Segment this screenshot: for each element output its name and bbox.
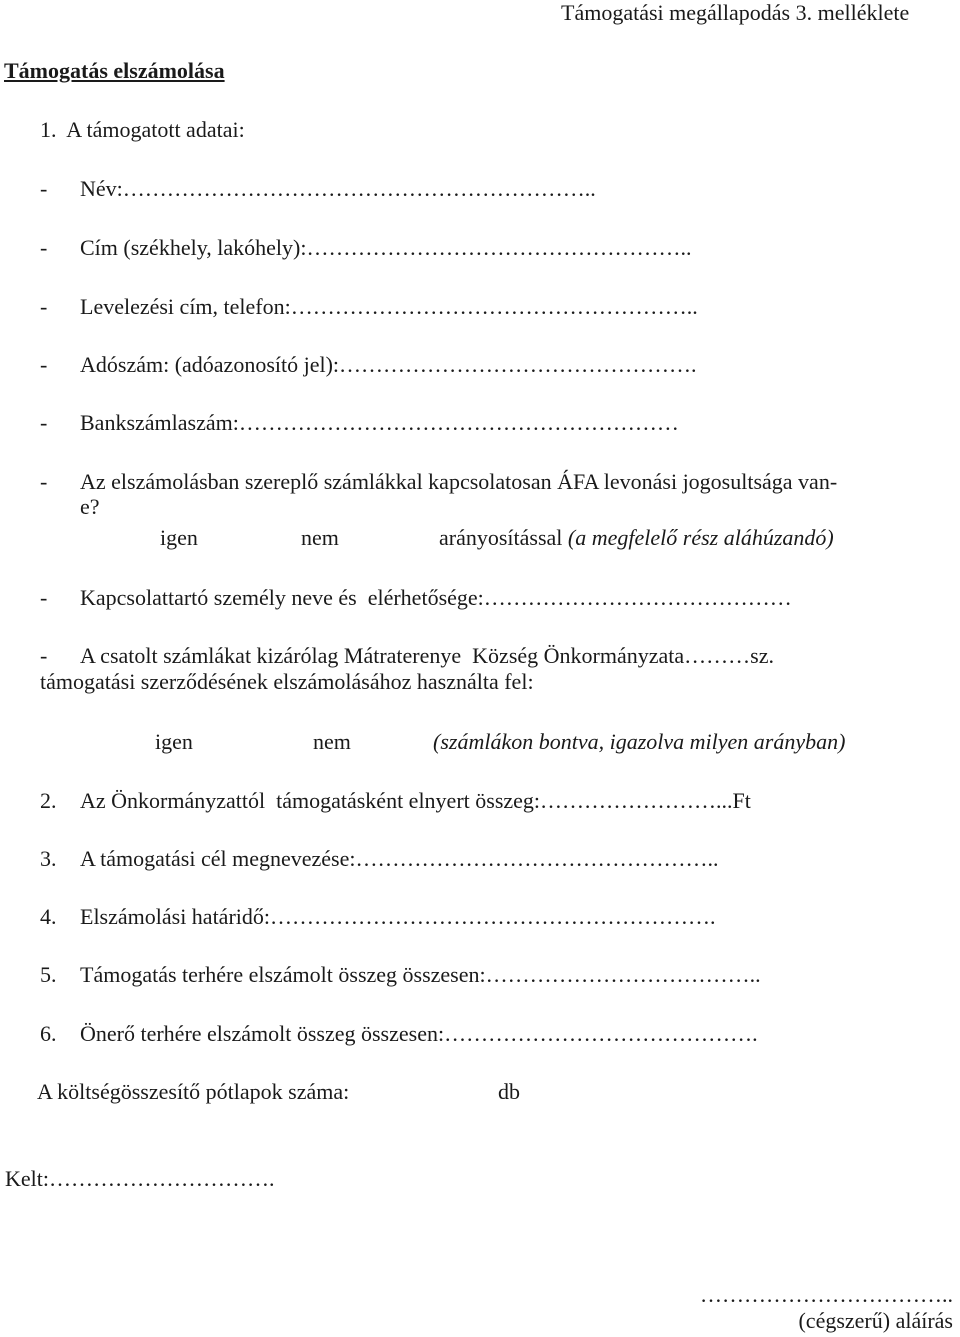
date-dots: …………………………. [49,1166,275,1191]
invoices-statement [40,643,774,668]
mailing-address-label: Levelezési cím, telefon: [80,294,291,319]
invoices-line1: A csatolt számlákat kizárólag Mátraterenye Község Önkormányzata………sz. [80,643,774,668]
item-3 [40,846,719,871]
item-text: Támogatás terhére elszámolt összeg összesen:……………………………….. [80,962,761,987]
contact-field [40,585,792,610]
name-field [40,176,596,201]
item-5 [40,962,761,987]
mailing-address-dots: ……………………………………………….. [290,294,698,319]
bank-account-dots: …………………………………………………… [238,410,679,435]
dash: - [40,410,48,435]
annex-reference: Támogatási megállapodás 3. melléklete [561,0,910,25]
address-label: Cím (székhely, lakóhely): [80,235,307,260]
item-text: A támogatási cél megnevezése:………………………………………….. [80,846,719,871]
item-4 [40,904,716,929]
signature-dots: …………………………….. [700,1282,953,1307]
supplement-sheets-unit: db [498,1079,520,1104]
date-label: Kelt: [5,1166,49,1191]
invoices-option-no: nem [313,729,351,754]
section-1-heading: 1. A támogatott adatai: [40,117,245,142]
address-field [40,235,692,260]
dash: - [40,643,48,668]
dash: - [40,585,48,610]
bank-account-field [40,410,679,435]
vat-option-proportional [439,527,834,549]
document-title: Támogatás elszámolása [4,58,225,83]
item-number: 6. [40,1021,57,1046]
mailing-address-field [40,294,698,319]
item-number: 2. [40,788,57,813]
vat-question [40,469,838,494]
tax-number-dots: …………………………………………. [339,352,697,377]
item-number: 3. [40,846,57,871]
contact-dots: …………………………………… [483,585,792,610]
dash: - [40,294,48,319]
vat-question-line1: Az elszámolásban szereplő számlákkal kapcsolatosan ÁFA levonási jogosultsága van- [80,469,838,494]
signature-label: (cégszerű) aláírás [798,1308,953,1333]
address-dots: …………………………………………….. [306,235,692,260]
vat-option-no: nem [301,525,339,550]
tax-number-field [40,352,697,377]
supplement-sheets-label: A költségösszesítő pótlapok száma: [37,1079,350,1104]
item-2 [40,788,751,813]
vat-question-line2: e? [80,494,100,519]
item-number: 4. [40,904,57,929]
invoices-line2: támogatási szerződésének elszámolásához használta fel: [40,669,534,694]
item-number: 5. [40,962,57,987]
item-text: Az Önkormányzattól támogatásként elnyert összeg:……………………...Ft [80,788,751,813]
item-6 [40,1021,758,1046]
name-dots: ……………………………………………………….. [122,176,596,201]
dash: - [40,235,48,260]
name-label: Név: [80,176,123,201]
invoices-option-yes: igen [155,729,193,754]
vat-note: (a megfelelő rész aláhúzandó) [567,525,834,550]
dash: - [40,469,48,494]
dash: - [40,176,48,201]
vat-option-proportional-label: arányosítással [439,525,563,550]
tax-number-label: Adószám: (adóazonosító jel): [80,352,340,377]
item-text: Önerő terhére elszámolt összeg összesen:……………………………………. [80,1021,758,1046]
vat-option-yes: igen [160,525,198,550]
date-field [5,1168,275,1190]
contact-label: Kapcsolattartó személy neve és elérhetősége: [80,585,484,610]
item-text: Elszámolási határidő:……………………………………………………. [80,904,716,929]
bank-account-label: Bankszámlaszám: [80,410,239,435]
dash: - [40,352,48,377]
invoices-note: (számlákon bontva, igazolva milyen arányban) [433,729,846,754]
